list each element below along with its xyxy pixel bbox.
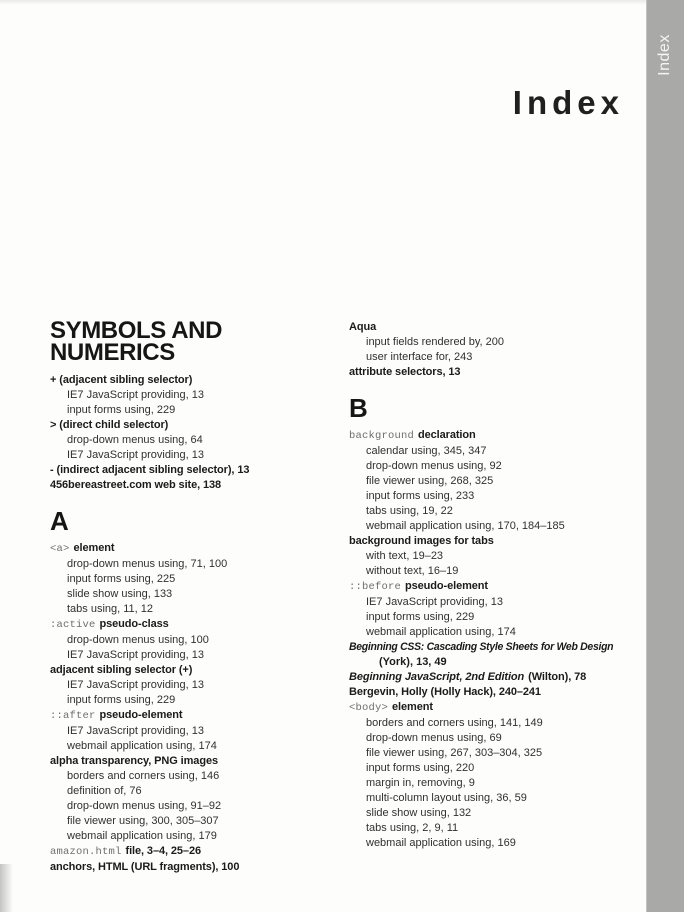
entry-label: file, 3–4, 25–26: [125, 845, 201, 857]
index-entry: [349, 700, 628, 716]
scan-smudge-bottom-left: [0, 864, 13, 912]
index-subentry: tabs using, 11, 12: [67, 603, 154, 615]
index-entry: [50, 844, 337, 860]
index-entry: [349, 428, 628, 444]
entry-label: attribute selectors, 13: [349, 366, 461, 378]
index-subentry: borders and corners using, 146: [67, 770, 220, 782]
index-subentry: IE7 JavaScript providing, 13: [67, 679, 204, 691]
scan-edge-top: [0, 0, 684, 5]
entry-label: Aqua: [349, 321, 377, 333]
index-subentry: webmail application using, 170, 184–185: [366, 520, 565, 532]
index-subentry: multi-column layout using, 36, 59: [366, 792, 527, 804]
book-title: Beginning CSS: Cascading Style Sheets for Web Design: [349, 641, 614, 653]
index-entry: [349, 320, 628, 335]
code-term: ::before: [349, 581, 402, 593]
index-subentry: IE7 JavaScript providing, 13: [366, 596, 503, 608]
index-subentry: file viewer using, 267, 303–304, 325: [366, 747, 543, 759]
entry-label: Bergevin, Holly (Holly Hack), 240–241: [349, 686, 541, 698]
index-subentry: webmail application using, 169: [366, 837, 516, 849]
index-entry: [50, 373, 337, 388]
entry-label: - (indirect adjacent sibling selector), 13: [50, 464, 250, 476]
index-subentry: drop-down menus using, 92: [366, 460, 502, 472]
index-subentry: input forms using, 233: [366, 490, 475, 502]
entry-label: + (adjacent sibling selector): [50, 374, 193, 386]
entry-label: adjacent sibling selector (+): [50, 664, 193, 676]
index-subentry: IE7 JavaScript providing, 13: [67, 649, 204, 661]
entry-label: > (direct child selector): [50, 419, 169, 431]
code-term: <a>: [50, 543, 70, 555]
index-subentry: slide show using, 132: [366, 807, 472, 819]
symbols-numerics-heading: [50, 317, 337, 366]
index-subentry: definition of, 76: [67, 785, 142, 797]
index-entry: [349, 579, 628, 595]
index-entry: [349, 365, 628, 380]
index-subentry: drop-down menus using, 91–92: [67, 800, 222, 812]
index-subentry: file viewer using, 300, 305–307: [67, 815, 219, 827]
index-subentry: calendar using, 345, 347: [366, 445, 487, 457]
section-letter-b: B: [349, 393, 368, 423]
side-tab-label: Index: [656, 34, 673, 76]
entry-label: declaration: [418, 429, 476, 441]
index-subentry: IE7 JavaScript providing, 13: [67, 389, 204, 401]
entry-label: pseudo-class: [99, 618, 169, 630]
index-entry: [349, 534, 628, 549]
page-title: Index: [512, 84, 624, 121]
index-subentry: user interface for, 243: [366, 351, 473, 363]
code-term: <body>: [349, 702, 389, 714]
section-letter-a: A: [50, 506, 69, 536]
index-entry: [50, 418, 337, 433]
index-subentry: margin in, removing, 9: [366, 777, 475, 789]
index-entry: [50, 860, 337, 875]
index-subentry: tabs using, 2, 9, 11: [366, 822, 459, 834]
entry-label: 456bereastreet.com web site, 138: [50, 479, 222, 491]
right-column: [349, 320, 628, 851]
book-title: Beginning JavaScript, 2nd Edition: [349, 671, 525, 683]
index-subentry: input forms using, 229: [67, 694, 176, 706]
index-subentry: IE7 JavaScript providing, 13: [67, 449, 204, 461]
index-subentry: with text, 19–23: [366, 550, 444, 562]
index-columns: [50, 317, 628, 875]
index-entry: [50, 754, 337, 769]
code-term: ::after: [50, 710, 96, 722]
entry-label: pseudo-element: [405, 580, 488, 592]
index-entry: [349, 685, 628, 700]
index-entry: [50, 478, 337, 493]
entry-label: element: [392, 701, 433, 713]
index-subentry: input forms using, 220: [366, 762, 475, 774]
index-subentry: borders and corners using, 141, 149: [366, 717, 543, 729]
index-subentry: webmail application using, 174: [366, 626, 516, 638]
code-term: amazon.html: [50, 846, 122, 858]
index-subentry: input forms using, 225: [67, 573, 176, 585]
index-entry: [50, 463, 337, 478]
index-subentry: drop-down menus using, 100: [67, 634, 209, 646]
index-entry: [349, 640, 628, 655]
heading-line: SYMBOLS AND: [50, 317, 223, 344]
left-column: [50, 317, 337, 875]
index-entry: [50, 663, 337, 678]
index-side-tab: [646, 0, 684, 912]
index-subentry: input fields rendered by, 200: [366, 336, 504, 348]
index-subentry: webmail application using, 179: [67, 830, 217, 842]
index-subentry: IE7 JavaScript providing, 13: [67, 725, 204, 737]
code-term: :active: [50, 619, 96, 631]
entry-label: anchors, HTML (URL fragments), 100: [50, 861, 240, 873]
index-subentry: input forms using, 229: [67, 404, 176, 416]
index-entry: [50, 708, 337, 724]
entry-label: background images for tabs: [349, 535, 494, 547]
index-subentry: input forms using, 229: [366, 611, 475, 623]
index-subentry: drop-down menus using, 71, 100: [67, 558, 228, 570]
index-subentry: tabs using, 19, 22: [366, 505, 453, 517]
index-subentry: drop-down menus using, 69: [366, 732, 502, 744]
index-subentry: file viewer using, 268, 325: [366, 475, 494, 487]
index-subentry: webmail application using, 174: [67, 740, 217, 752]
entry-continuation: (York), 13, 49: [379, 656, 447, 668]
entry-label: element: [73, 542, 115, 554]
index-subentry: slide show using, 133: [67, 588, 173, 600]
heading-line: NUMERICS: [50, 339, 175, 366]
index-entry: [50, 617, 337, 633]
index-entry: [349, 670, 628, 685]
entry-label: (Wilton), 78: [528, 671, 587, 683]
entry-label: pseudo-element: [99, 709, 183, 721]
index-entry: [50, 541, 337, 557]
index-subentry: without text, 16–19: [366, 565, 459, 577]
code-term: background: [349, 430, 415, 442]
index-subentry: drop-down menus using, 64: [67, 434, 203, 446]
entry-label: alpha transparency, PNG images: [50, 755, 218, 767]
